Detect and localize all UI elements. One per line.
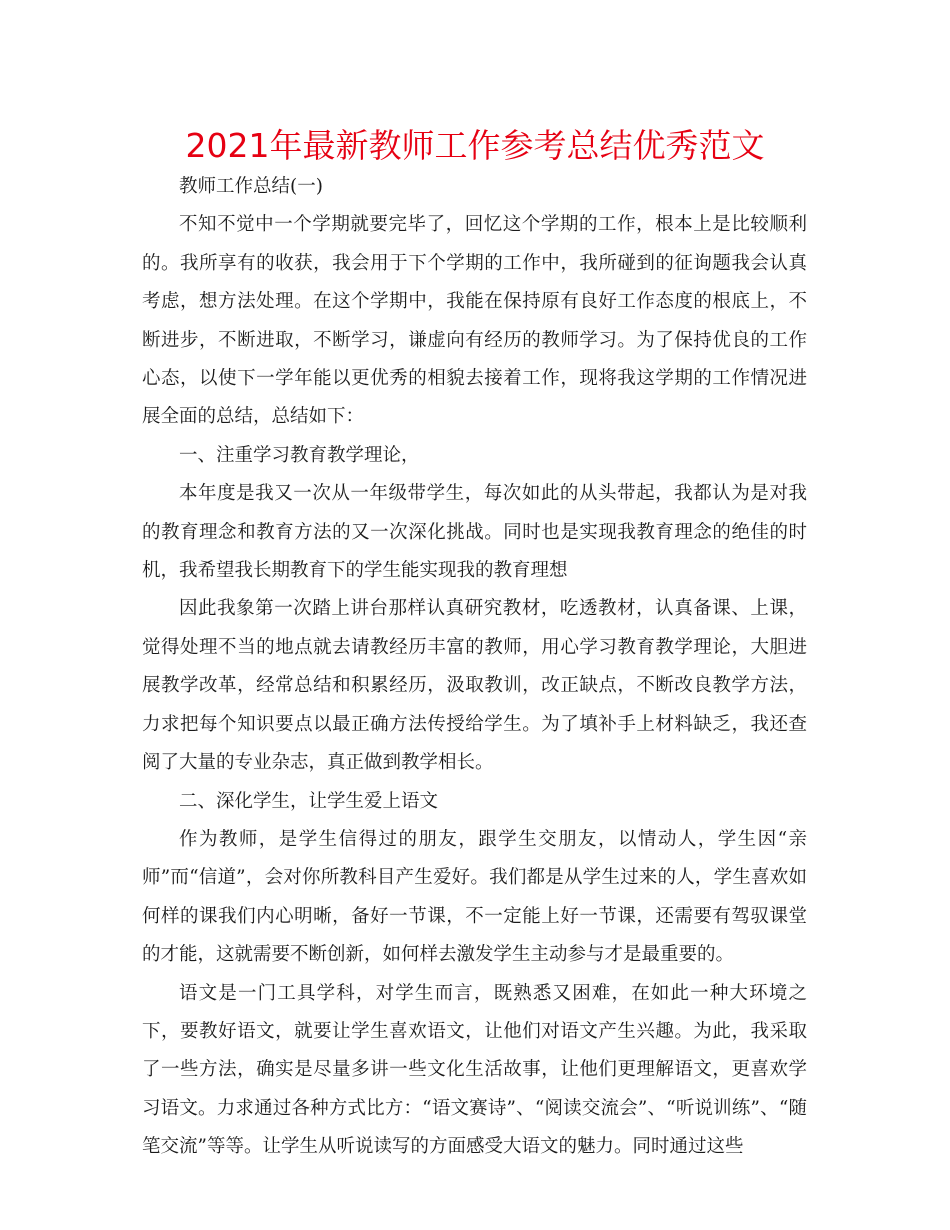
paragraph-chinese-subject: 语文是一门工具学科，对学生而言，既熟悉又困难，在如此一种大环境之下，要教好语文，就要让学生喜欢语文，让他们对语文产生兴趣。为此，我采取了一些方法，确实是尽量多讲一些文化生活故事，让他们更理解语文，更喜欢学习语文。力求通过各种方式比方：“语文赛诗”、“阅读交流会”、“听说训练”、“随笔交流”等等。让学生从听说读写的方面感受大语文的魅力。同时通过这些 xyxy=(142,982,807,1158)
section-heading-theory: 一、注重学习教育教学理论， xyxy=(179,444,420,466)
paragraph-teacher-friend: 作为教师，是学生信得过的朋友，跟学生交朋友，以情动人，学生因“亲师”而“信道”，会对你所教科目产生爱好。我们都是从学生过来的人，学生喜欢如何样的课我们内心明晰，备好一节课，不一定能上好一节课，还需要有驾驭课堂的才能，这就需要不断创新，如何样去激发学生主动参与才是最重要的。 xyxy=(142,828,807,966)
section-heading-love-chinese: 二、深化学生，让学生爱上语文 xyxy=(179,790,439,812)
paragraph-research-teaching: 因此我象第一次踏上讲台那样认真研究教材，吃透教材，认真备课、上课，觉得处理不当的地点就去请教经历丰富的教师，用心学习教育教学理论，大胆进展教学改革，经常总结和积累经历，汲取教训，改正缺点，不断改良教学方法，力求把每个知识要点以最正确方法传授给学生。为了填补手上材料缺乏，我还查阅了大量的专业杂志，真正做到教学相长。 xyxy=(142,598,807,774)
paragraph-intro: 不知不觉中一个学期就要完毕了，回忆这个学期的工作，根本上是比较顺利的。我所享有的收获，我会用于下个学期的工作中，我所碰到的征询题我会认真考虑，想方法处理。在这个学期中，我能在保持原有良好工作态度的根底上，不断进步，不断进取，不断学习，谦虚向有经历的教师学习。为了保持优良的工作心态，以使下一学年能以更优秀的相貌去接着工作，现将我这学期的工作情况进展全面的总结，总结如下： xyxy=(142,214,807,428)
document-title: 2021年最新教师工作参考总结优秀范文 xyxy=(185,126,765,165)
paragraph-first-grade: 本年度是我又一次从一年级带学生，每次如此的从头带起，我都认为是对我的教育理念和教育方法的又一次深化挑战。同时也是实现我教育理念的绝佳的时机，我希望我长期教育下的学生能实现我的教育理想 xyxy=(142,483,807,582)
document-body xyxy=(142,168,807,1167)
section-heading-summary-one: 教师工作总结(一) xyxy=(179,176,323,197)
